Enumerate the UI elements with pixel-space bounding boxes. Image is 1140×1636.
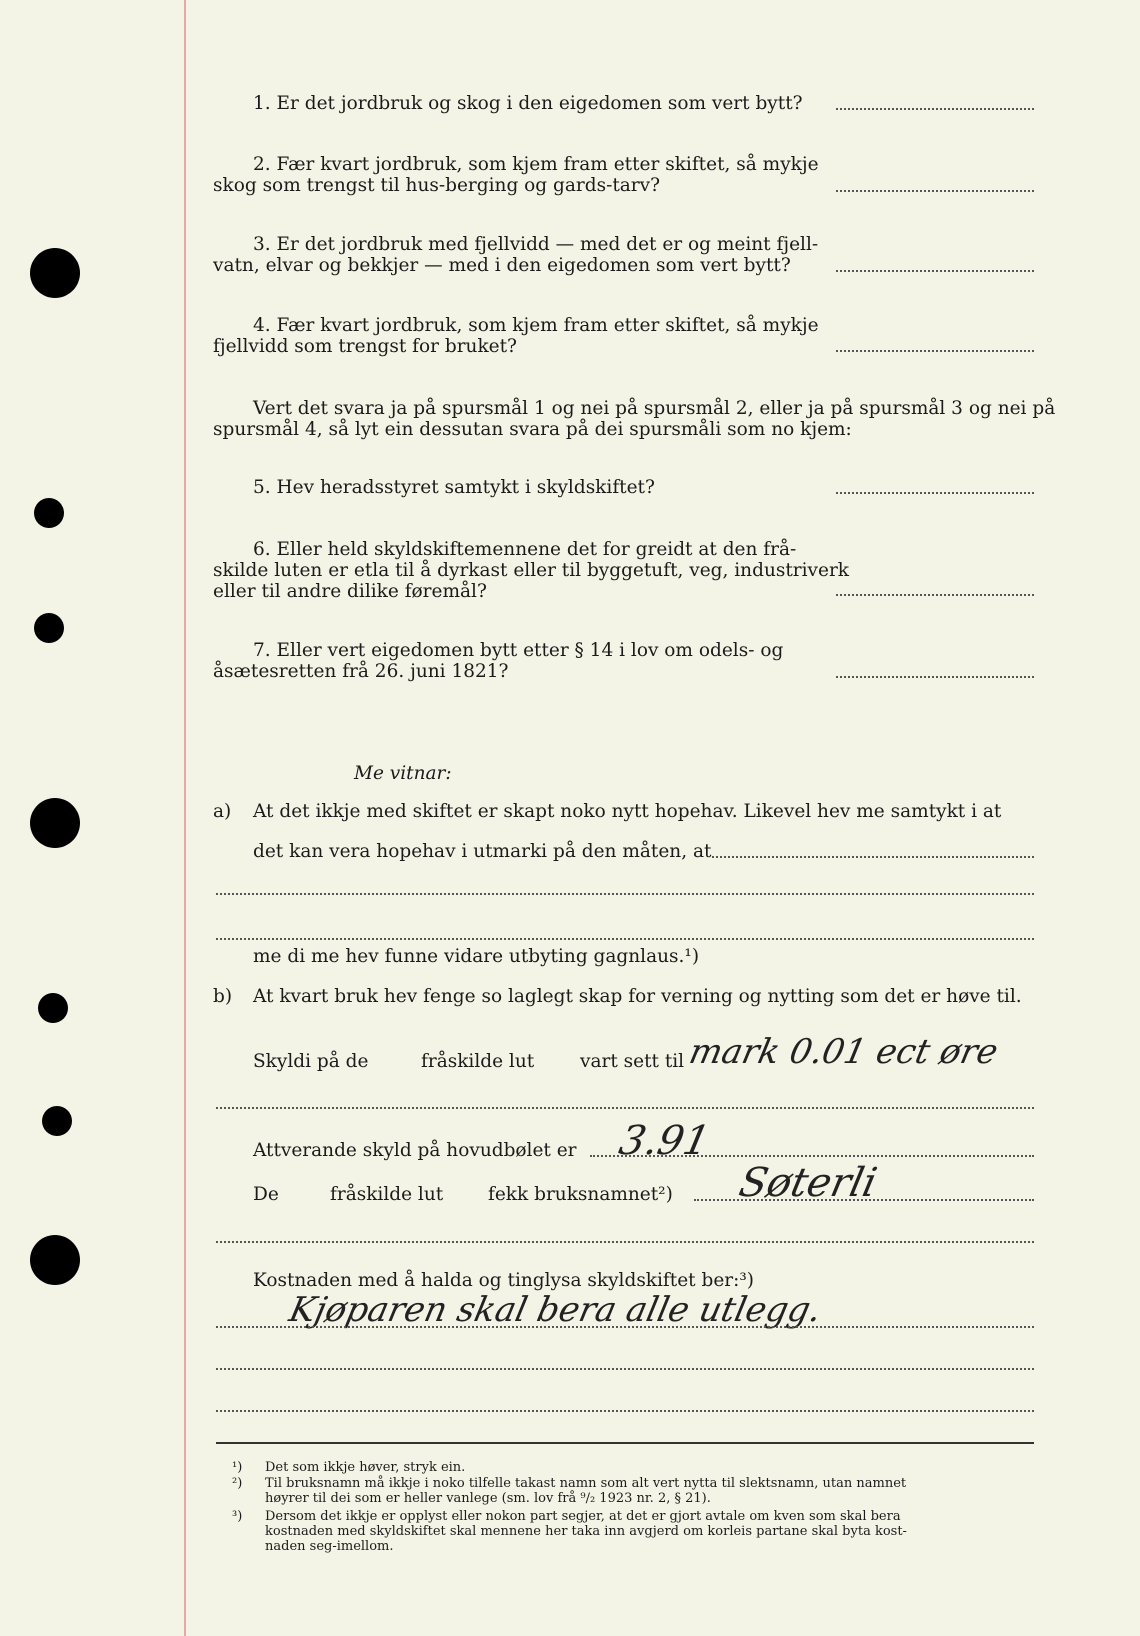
question-6-line-1: 6. Eller held skyldskiftemennene det for greidt at den frå‑ [253, 539, 797, 560]
question-2-line-2: skog som trengst til hus‑berging og gards‑tarv? [213, 175, 661, 196]
bruksnamn-label-2: fråskilde lut [330, 1184, 444, 1205]
kostnad-handwritten-value: Kjøparen skal bera alle utlegg. [285, 1290, 825, 1330]
footnote-3-line-1: Dersom det ikkje er opplyst eller nokon part segjer, at det er gjort avtale om kven som skal bera [265, 1509, 901, 1524]
skyld-label-3: vart sett til [580, 1051, 685, 1072]
item-b-marker: b) [213, 986, 233, 1007]
bruksnamn-handwritten-value: Søterli [735, 1160, 881, 1206]
footnote-3-mark: ³) [232, 1509, 243, 1524]
skyld-handwritten-value: mark 0.01 ect øre [685, 1032, 1002, 1072]
answer-line-4 [836, 350, 1034, 352]
question-7-line-1: 7. Eller vert eigedomen bytt etter § 14 i lov om odels‑ og [253, 640, 784, 661]
instruction-line-2: spursmål 4, så lyt ein dessutan svara på dei spursmåli som no kjem: [213, 419, 852, 440]
punch-hole [42, 1106, 72, 1136]
footnote-2-line-2: høyrer til dei som er heller vanlege (sm. lov frå ⁹/₂ 1923 nr. 2, § 21). [265, 1491, 711, 1506]
punch-hole [38, 993, 68, 1023]
answer-line-3 [836, 270, 1034, 272]
attverande-label: Attverande skyld på hovudbølet er [253, 1140, 577, 1161]
witness-heading: Me vitnar: [354, 763, 452, 784]
bruksnamn-label-3: fekk bruksnamnet²) [488, 1184, 673, 1205]
item-a-line-2: det kan vera hopehav i utmarki på den måten, at [253, 841, 712, 862]
answer-line-5 [836, 492, 1034, 494]
footnote-rule [216, 1442, 1034, 1444]
kostnad-label: Kostnaden med å halda og tinglysa skyldskiftet ber:³) [253, 1270, 754, 1291]
answer-line-a-3 [216, 938, 1034, 940]
footnote-1-mark: ¹) [232, 1460, 243, 1475]
punch-hole [30, 1235, 80, 1285]
instruction-line-1: Vert det svara ja på spursmål 1 og nei på spursmål 2, eller ja på spursmål 3 og nei på [253, 398, 1056, 419]
footnote-3-line-3: naden seg‑imellom. [265, 1539, 394, 1554]
answer-line-6 [836, 594, 1034, 596]
answer-line-kostnad-2 [216, 1368, 1034, 1370]
answer-line-skyld [216, 1107, 1034, 1109]
question-5: 5. Hev heradsstyret samtykt i skyldskiftet? [253, 477, 655, 498]
question-4-line-2: fjellvidd som trengst for bruket? [213, 336, 517, 357]
question-4-line-1: 4. Fær kvart jordbruk, som kjem fram etter skiftet, så mykje [253, 315, 819, 336]
answer-line-2 [836, 190, 1034, 192]
item-b-line-1: At kvart bruk hev fenge so laglegt skap for verning og nytting som det er høve til. [253, 986, 1022, 1007]
answer-line-1 [836, 108, 1034, 110]
punch-hole [34, 498, 64, 528]
item-a-marker: a) [213, 801, 232, 822]
footnote-1: Det som ikkje høver, stryk ein. [265, 1460, 466, 1475]
question-6-line-3: eller til andre dilike føremål? [213, 581, 487, 602]
answer-line-kostnad-1 [216, 1326, 1034, 1328]
answer-line-bruksnamn-2 [216, 1241, 1034, 1243]
bruksnamn-label-1: De [253, 1184, 279, 1205]
question-1: 1. Er det jordbruk og skog i den eigedomen som vert bytt? [253, 93, 803, 114]
footnote-2-line-1: Til bruksnamn må ikkje i noko tilfelle takast namn som alt vert nytta til slektsnamn, utan namnet [265, 1476, 907, 1491]
margin-line [184, 0, 186, 1636]
question-2-line-1: 2. Fær kvart jordbruk, som kjem fram etter skiftet, så mykje [253, 154, 819, 175]
punch-hole [30, 798, 80, 848]
punch-hole [34, 613, 64, 643]
punch-hole [30, 248, 80, 298]
item-a-line-1: At det ikkje med skiftet er skapt noko nytt hopehav. Likevel hev me samtykt i at [253, 801, 1002, 822]
footnote-2-mark: ²) [232, 1476, 243, 1491]
answer-line-a-1 [712, 856, 1034, 858]
question-7-line-2: åsætesretten frå 26. juni 1821? [213, 661, 509, 682]
answer-line-7 [836, 676, 1034, 678]
answer-line-kostnad-3 [216, 1410, 1034, 1412]
item-a-line-3: me di me hev funne vidare utbyting gagnlaus.¹) [253, 946, 700, 967]
question-3-line-1: 3. Er det jordbruk med fjellvidd — med det er og meint fjell‑ [253, 234, 819, 255]
question-3-line-2: vatn, elvar og bekkjer — med i den eigedomen som vert bytt? [213, 255, 791, 276]
footnote-3-line-2: kostnaden med skyldskiftet skal mennene her taka inn avgjerd om korleis partane skal byta kost‑ [265, 1524, 907, 1539]
skyld-label-2: fråskilde lut [421, 1051, 535, 1072]
attverande-handwritten-value: 3.91 [615, 1118, 714, 1164]
answer-line-a-2 [216, 893, 1034, 895]
question-6-line-2: skilde luten er etla til å dyrkast eller til byggetuft, veg, industriverk [213, 560, 850, 581]
skyld-label-1: Skyldi på de [253, 1051, 369, 1072]
